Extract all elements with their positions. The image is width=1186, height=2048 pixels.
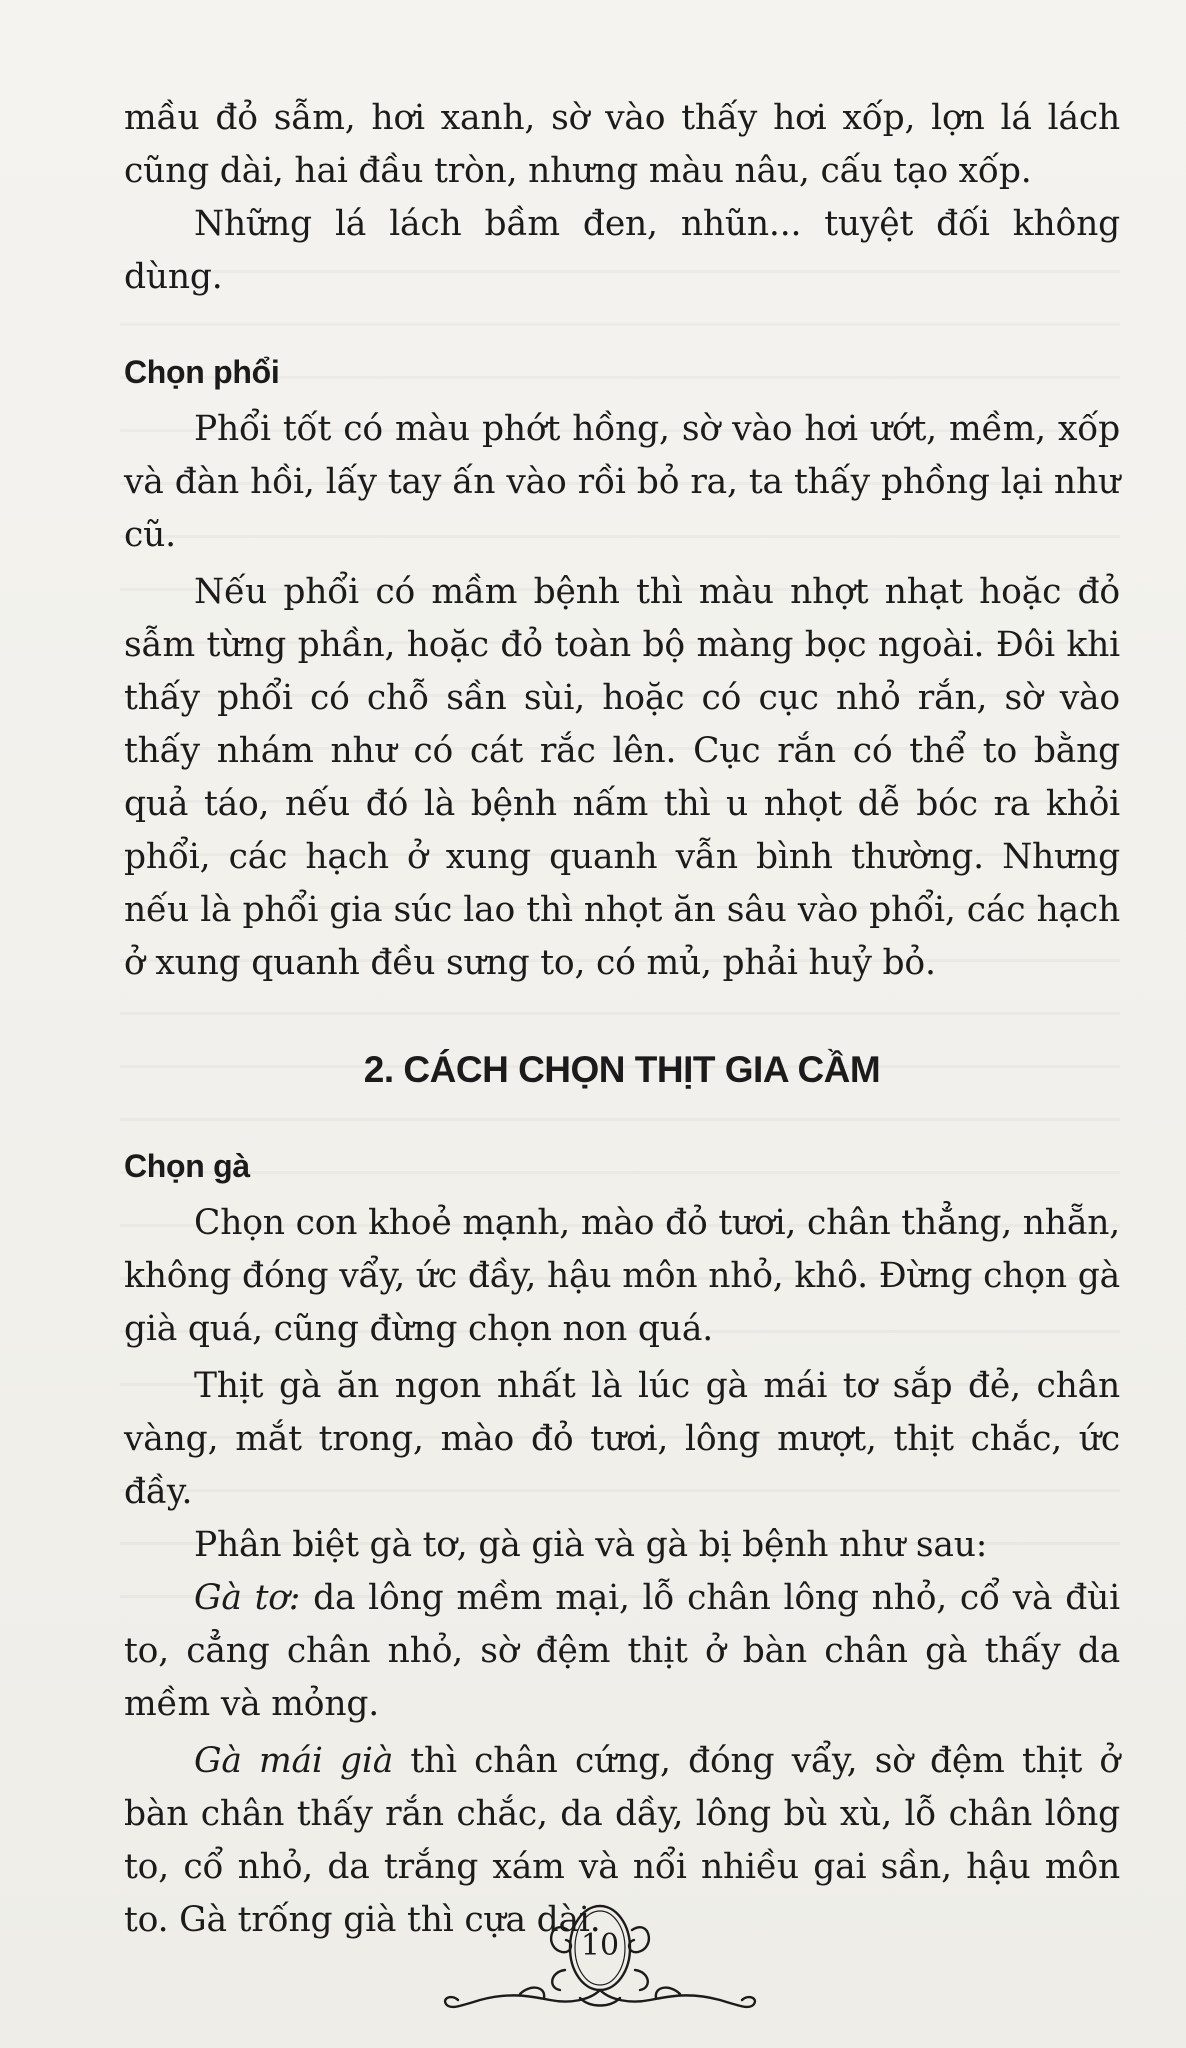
- text-ga-to: da lông mềm mại, lỗ chân lông nhỏ, cổ và đùi to, cẳng chân nhỏ, sờ đệm thịt ở bàn chân gà thấy da mềm và mỏng.: [124, 1578, 1120, 1724]
- paragraph-lung-disease: Nếu phổi có mầm bệnh thì màu nhợt nhạt hoặc đỏ sẫm từng phần, hoặc đỏ toàn bộ màng bọc ngoài. Đôi khi thấy phổi có chỗ sần sùi, hoặc có cục nhỏ rắn, sờ vào thấy nhám như có cát rắc lên. Cục rắn có thể to bằng quả táo, nếu đó là bệnh nấm thì u nhọt dễ bóc ra khỏi phổi, các hạch ở xung quanh vẫn bình thường. Nhưng nếu là phổi gia súc lao thì nhọt ăn sâu vào phổi, các hạch ở xung quanh đều sưng to, có mủ, phải huỷ bỏ.: [124, 572, 1120, 983]
- subheading-chon-phoi: Chọn phổi: [124, 354, 280, 390]
- term-ga-to: Gà tơ:: [194, 1578, 301, 1618]
- paragraph-chicken-choose: Chọn con khoẻ mạnh, mào đỏ tươi, chân thẳng, nhẵn, không đóng vẩy, ức đầy, hậu môn nhỏ, khô. Đừng chọn gà già quá, cũng đừng chọn non quá.: [124, 1203, 1120, 1349]
- paragraph-spleen-end: mầu đỏ sẫm, hơi xanh, sờ vào thấy hơi xốp, lợn lá lách cũng dài, hai đầu tròn, nhưng màu nâu, cấu tạo xốp.: [124, 98, 1120, 191]
- section-heading-poultry: 2. CÁCH CHỌN THỊT GIA CẦM: [363, 1049, 881, 1090]
- paragraph-chicken-distinguish: Phân biệt gà tơ, gà già và gà bị bệnh như sau:: [194, 1525, 988, 1565]
- paragraph-chicken-best: Thịt gà ăn ngon nhất là lúc gà mái tơ sắp đẻ, chân vàng, mắt trong, mào đỏ tươi, lông mượt, thịt chắc, ức đầy.: [124, 1366, 1120, 1512]
- page-footer-ornament: [440, 1900, 760, 2030]
- page-body: [124, 92, 1120, 1947]
- subheading-chon-ga: Chọn gà: [124, 1148, 250, 1184]
- text-ga-mai-gia: thì chân cứng, đóng vẩy, sờ đệm thịt ở bàn chân thấy rắn chắc, da dầy, lông bù xù, lỗ chân lông to, cổ nhỏ, da trắng xám và nổi nhiều gai sần, hậu môn to. Gà trống già thì cựa dài.: [124, 1741, 1120, 1940]
- paragraph-spleen-warning: Những lá lách bầm đen, nhũn... tuyệt đối không dùng.: [124, 204, 1120, 297]
- paragraph-young-chicken: [124, 1572, 1120, 1731]
- page-number: 10: [580, 1928, 620, 1963]
- paragraph-lung-good: Phổi tốt có màu phớt hồng, sờ vào hơi ướt, mềm, xốp và đàn hồi, lấy tay ấn vào rồi bỏ ra, ta thấy phồng lại như cũ.: [124, 409, 1120, 555]
- term-ga-mai-gia: Gà mái già: [194, 1741, 394, 1781]
